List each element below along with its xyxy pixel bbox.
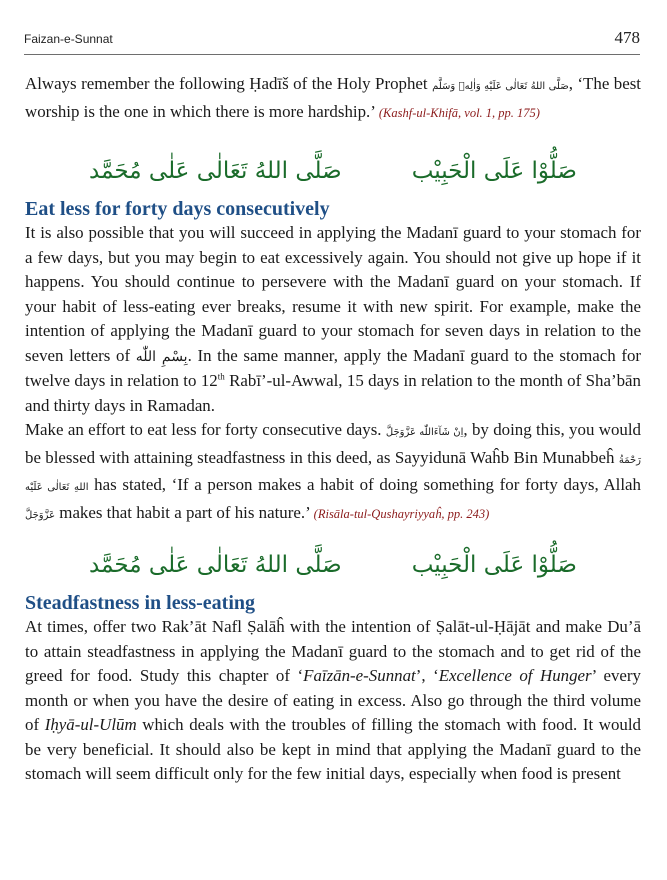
text-span: Make an effort to eat less for forty consecutive days. (25, 420, 386, 439)
text-span: , by doing this, you would be blessed with attaining steadfastness in this deed, as Sayyidunā Waĥb Bin Munabbeĥ (25, 420, 641, 467)
salutation-calligraphy: صَلَّى اللهُ تَعَالٰى عَلَيْهِ وَاٰلِهٖ وَسَلَّم (432, 81, 569, 92)
page-number: 478 (614, 28, 640, 47)
paragraph-steadfastness (25, 615, 641, 787)
blessing-calligraphy (25, 552, 641, 592)
book-title-italic: Faīzān-e-Sunnat (303, 666, 416, 685)
section-heading: Steadfastness in less-eating (25, 592, 256, 614)
paragraph-effort (25, 418, 641, 528)
book-title-italic: Iḥyā-ul-Ulūm (44, 715, 137, 734)
azza-calligraphy: عَزَّوَجَلَّ (25, 509, 56, 521)
text-span: has stated, ‘If a person makes a habit of doing something for forty days, Allah (88, 475, 641, 494)
blessing-right: صَلُّوْا عَلَى الْحَبِيْب (411, 158, 577, 184)
text-span: . In the same manner, apply the Madanī guard to the stomach for twelve days in relation to 12 (25, 345, 642, 390)
blessing-left: صَلَّى اللهُ تَعَالٰى عَلٰى مُحَمَّد (89, 552, 342, 578)
text-span: which deals with the troubles of filling the stomach with food. It would be very beneficial. It should also be kept in mind that applying the Madanī guard to the stomach will seem difficult only for the few initial days, especially when food is present (25, 715, 642, 783)
book-title: Faizan-e-Sunnat (24, 32, 113, 46)
text-span: ’ every month or when you have the desire of eating in excess. Also go through the third volume of (25, 666, 641, 734)
page-content (25, 72, 641, 787)
reference-citation: (Risāla-tul-Qushayriyyaĥ, pp. 243) (313, 506, 490, 521)
text-span: It is also possible that you will succeed in applying the Madanī guard to your stomach for a few days, but you may begin to eat excessively again. You should not give up hope if it happens. You should continue to persevere with the Madanī guard on your stomach. If your habit of less-eating ever breaks, resume it with new spirit. For example, make the intention of applying the Madanī guard to your stomach for seven days in relation to the seven letters of (25, 223, 641, 365)
text-span: ’, ‘ (415, 666, 439, 685)
text-span: Always remember the following Ḥadīš of the Holy Prophet (25, 74, 433, 93)
rahmat-calligraphy: رَحْمَةُ اللهِ تَعَالٰى عَلَيْه (25, 454, 641, 493)
text-span: , ‘The best worship is the one in which there is more hardship.’ (25, 74, 641, 121)
blessing-calligraphy (25, 158, 641, 198)
superscript: th (217, 371, 225, 382)
chapter-title-italic: Excellence of Hunger (438, 666, 592, 685)
blessing-right: صَلُّوْا عَلَى الْحَبِيْب (411, 552, 577, 578)
section-heading: Eat less for forty days consecutively (25, 198, 330, 220)
bismillah-calligraphy: بِسْمِ اللّٰه (135, 348, 188, 365)
blessing-left: صَلَّى اللهُ تَعَالٰى عَلٰى مُحَمَّد (89, 158, 342, 184)
text-span: At times, offer two Rak’āt Nafl Ṣalāĥ with the intention of Ṣalāt-ul-Ḥājāt and make Du’ā to attain steadfastness in applying the Madanī guard to the stomach and to get rid of the greed for food. Study this chapter of ‘ (25, 617, 641, 685)
text-span: makes that habit a part of his nature.’ (55, 502, 314, 522)
reference-citation: (Kashf-ul-Khifā, vol. 1, pp. 175) (378, 105, 540, 120)
text-span: Rabī’-ul-Awwal, 15 days in relation to the month of Sha’bān and thirty days in Ramadan. (25, 371, 641, 415)
paragraph-hadith (25, 72, 641, 125)
inshaallah-calligraphy: اِنْ شَآءَاللّٰه عَزَّوَجَلَّ (385, 427, 464, 438)
page-header (24, 30, 640, 55)
paragraph-forty-days (25, 221, 641, 418)
